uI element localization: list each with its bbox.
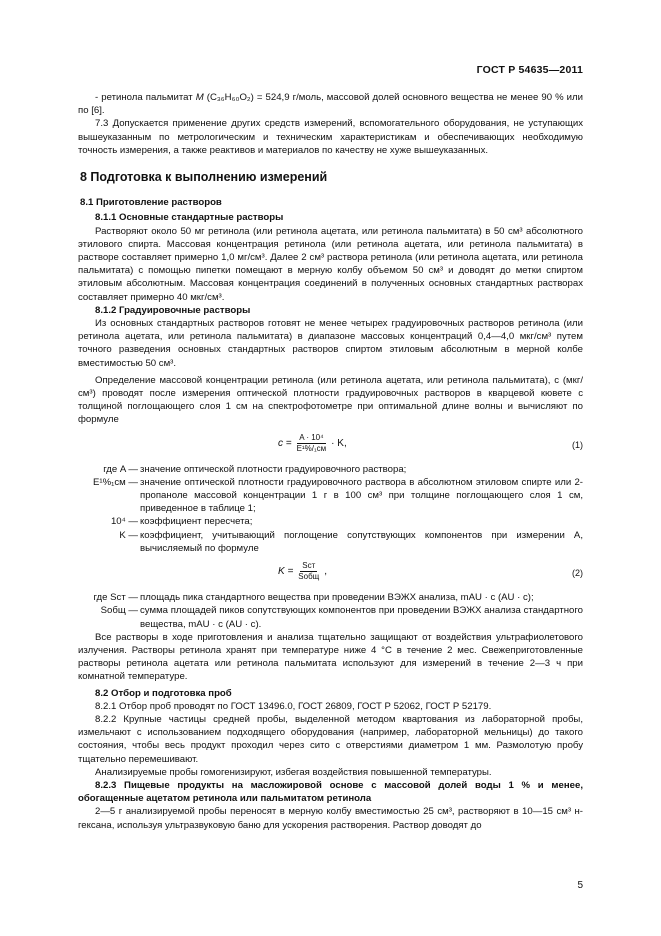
section-8-2-3-text: 2—5 г анализируемой пробы переносят в мерную колбу вместимостью 25 см³, растворяют в 10—15 см³ н-гексана, используя ультразвуковую баню для ускорения растворения. Раствор доводят до [78, 806, 583, 831]
formula-2-numerator: Sст [302, 561, 316, 571]
definition-row [78, 529, 583, 555]
definition-text: коэффициент, учитывающий поглощение сопутствующих компонентов при измерении A, вычисляемый по формуле [140, 529, 583, 554]
retinol-palmitate-line [78, 91, 583, 117]
definition-text: площадь пика стандартного вещества при проведении ВЭЖХ анализа, mAU · c (AU · c); [140, 592, 534, 604]
formula-1-definitions [78, 463, 583, 555]
definition-row [78, 604, 583, 630]
section-8-1-2-text-2: Определение массовой концентрации ретинола (или ретинола ацетата, или ретинола пальмитата), c (мкг/см³) проводят после измерения оптической плотности градуировочных растворов в кварцевой кювете с толщиной поглощающего слоя 1 см на спектрофотометре при оптимальной длине волны и вычисляют по формуле [78, 374, 583, 426]
formula-1-fraction [295, 433, 329, 454]
definition-symbol: Sобщ — [100, 605, 138, 617]
definition-row [78, 591, 583, 604]
retinol-palmitate-prefix: - ретинола пальмитат [95, 92, 196, 103]
formula-2-lhs: K = [278, 565, 294, 577]
section-8-2-3-title: 8.2.3 Пищевые продукты на масложировой основе с массовой долей воды 1 % и менее, обогащенные ацетатом ретинола или пальмитатом ретинола [78, 779, 583, 805]
molar-mass-symbol: M [195, 92, 204, 103]
section-8-1-title: 8.1 Приготовление растворов [80, 197, 222, 209]
definition-symbol: K — [119, 529, 138, 541]
definition-symbol: 10⁴ — [110, 516, 138, 528]
definition-text: сумма площадей пиков сопутствующих компонентов при проведении ВЭЖХ анализа стандартного вещества, mAU · c (AU · c). [140, 605, 583, 630]
homogenization-paragraph: Анализируемые пробы гомогенизируют, избегая воздействия повышенной температуры. [95, 766, 492, 778]
definition-symbol: E¹%₁см — [92, 476, 138, 488]
section-8-title: 8 Подготовка к выполнению измерений [80, 170, 328, 185]
section-8-2-title: 8.2 Отбор и подготовка проб [95, 687, 232, 699]
paragraph-8-2-2: 8.2.2 Крупные частицы средней пробы, выделенной методом квартования из лабораторной пробы, измельчают с использованием подходящего оборудования (например, лабораторной мельницы) до такого состояния, чтобы весь продукт проходил через сито с отверстиями диаметром 1 мм. Размолотую пробу тщательно перемешивают. [78, 713, 583, 765]
formula-2-denominator: Sобщ [298, 572, 320, 582]
paragraph-8-2-1: 8.2.1 Отбор проб проводят по ГОСТ 13496.0, ГОСТ 26809, ГОСТ Р 52062, ГОСТ Р 52179. [95, 700, 492, 712]
storage-paragraph: Все растворы в ходе приготовления и анализа тщательно защищают от воздействия ультрафиолетового излучения. Растворы ретинола хранят при температуре ниже 4 °С в течение 2 мес. Свежеприготовленные растворы ретинола ацетата или ретинола пальмитата используют для измерений в течение 2—3 ч при комнатной температуре. [78, 631, 583, 683]
formula-2-definitions [78, 591, 583, 631]
definition-row [78, 476, 583, 516]
definition-symbol: где Sст — [93, 592, 138, 604]
page-content [78, 91, 583, 832]
formula-1 [78, 429, 583, 463]
formula-1-numerator: A · 10⁴ [299, 432, 324, 442]
section-8-1-2-text-1: Из основных стандартных растворов готовят не менее четырех градуировочных растворов ретинола (или ретинола ацетата, или ретинола пальмитата) в диапазоне массовых концентраций 0,4—4,0 мкг/см³ путем точного разведения основных стандартных растворов спиртом этиловым абсолютным в мерной колбе вместимостью 50 см³. [78, 318, 583, 369]
definition-text: значение оптической плотности градуировочного раствора; [140, 463, 407, 475]
formula-1-lhs: c = [278, 437, 292, 449]
paragraph-7-3: 7.3 Допускается применение других средств измерений, вспомогательного оборудования, не уступающих вышеуказанным по метрологическим и техническим характеристикам и обеспечивающих необходимую точность измерения, а также реактивов и материалов по качеству не хуже вышеуказанных. [78, 118, 583, 156]
section-8-1-2-title: 8.1.2 Градуировочные растворы [95, 304, 251, 316]
section-8-1-1-text: Растворяют около 50 мг ретинола (или ретинола ацетата, или ретинола пальмитата) в 50 см³ абсолютного этилового спирта. Массовая концентрация ретинола (или ретинола ацетата, или ретинола пальмитата) в растворе составляет примерно 1,0 мг/см³. Далее 2 см³ раствора ретинола (или ретинола ацетата, или ретинола пальмитата) с помощью пипетки помещают в мерную колбу объемом 50 см³ и доводят до метки спиртом этиловым абсолютным. Массовая концентрация соединений в полученных основных стандартных растворах составляет примерно 40 мкг/см³. [78, 225, 583, 303]
definition-text: значение оптической плотности градуировочного раствора в абсолютном этиловом спирте или 2-пропаноле массовой концентрации 1 г в 100 см³ при толщине поглощающего слоя 1 см, приведенное в таблице 1; [140, 476, 583, 515]
formula-2-fraction [296, 561, 321, 582]
definition-row [78, 515, 583, 528]
formula-2 [78, 557, 583, 591]
formula-1-number: (1) [572, 439, 583, 450]
formula-2-tail: , [324, 565, 328, 577]
page-number: 5 [577, 880, 583, 891]
retinol-palmitate-suffix: = 524,9 г/моль, массовой долей основного вещества не менее 90 % или по [6]. [78, 92, 583, 117]
chemical-formula: (C₃₆H₆₀O₂) [206, 92, 254, 103]
definition-text: коэффициент пересчета; [140, 516, 253, 528]
section-8-1-1-title: 8.1.1 Основные стандартные растворы [95, 212, 284, 224]
formula-1-tail: · K, [331, 437, 347, 449]
definition-symbol: где A — [103, 463, 138, 475]
definition-row [78, 463, 583, 476]
standard-header: ГОСТ Р 54635—2011 [476, 64, 583, 76]
formula-2-number: (2) [572, 568, 583, 579]
formula-1-denominator: E¹%/₁см [296, 443, 327, 453]
